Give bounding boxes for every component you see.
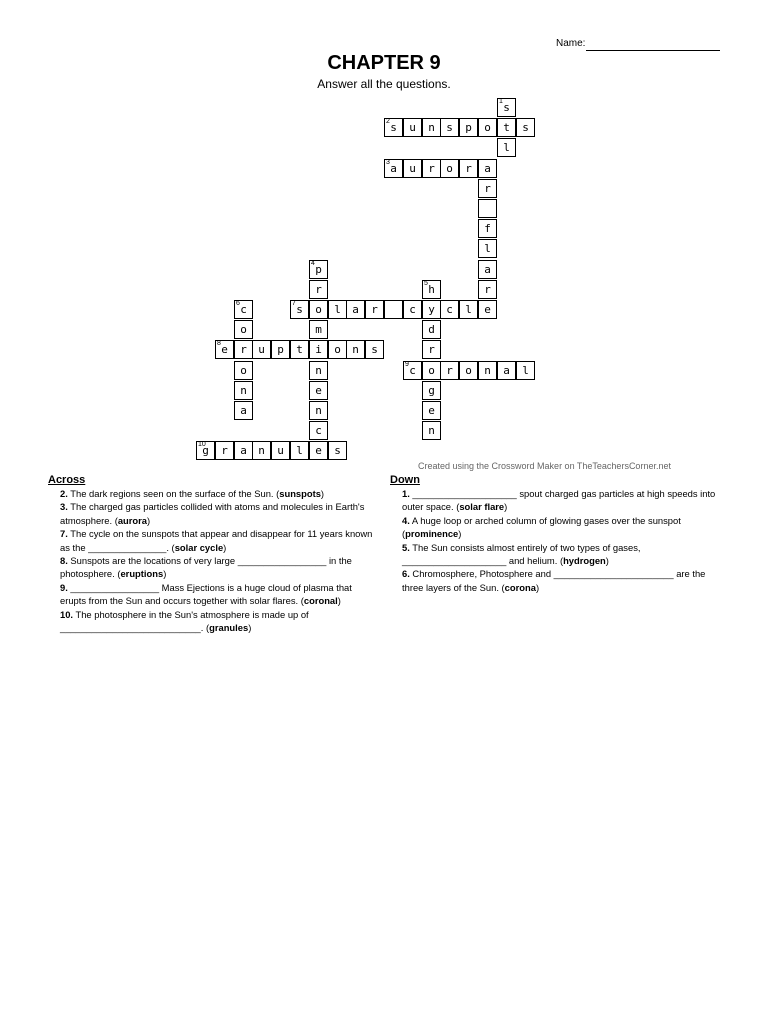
crossword-cell[interactable]: [478, 361, 497, 380]
crossword-cell[interactable]: [478, 280, 497, 299]
crossword-cell[interactable]: [440, 118, 459, 137]
crossword-cell[interactable]: [459, 118, 478, 137]
across-clue: [60, 554, 378, 581]
cell-letter: g: [428, 384, 435, 397]
crossword-cell[interactable]: [497, 118, 516, 137]
crossword-cell[interactable]: [422, 320, 441, 339]
name-label: Name:: [556, 38, 586, 49]
cell-letter: r: [428, 162, 435, 175]
clue-answer: granules: [209, 622, 249, 634]
cell-letter: a: [352, 303, 359, 316]
crossword-cell[interactable]: [497, 98, 516, 117]
cell-letter: e: [484, 303, 491, 316]
clue-close: ): [458, 528, 462, 540]
cell-letter: n: [258, 444, 265, 457]
crossword-cell[interactable]: [290, 300, 309, 319]
cell-letter: [385, 301, 402, 318]
cell-letter: c: [409, 303, 416, 316]
crossword-cell[interactable]: [440, 361, 459, 380]
clue-answer: hydrogen: [563, 555, 606, 567]
crossword-cell[interactable]: [422, 118, 441, 137]
clue-close: ): [605, 555, 609, 567]
cell-letter: o: [465, 364, 472, 377]
crossword-cell[interactable]: [309, 320, 328, 339]
cell-letter: n: [428, 121, 435, 134]
crossword-cell[interactable]: [384, 118, 403, 137]
cell-letter: p: [465, 121, 472, 134]
crossword-cell[interactable]: [309, 381, 328, 400]
cell-letter: o: [428, 364, 435, 377]
crossword-cell[interactable]: [516, 118, 535, 137]
cell-letter: u: [409, 121, 416, 134]
crossword-cell[interactable]: [271, 441, 290, 460]
cell-letter: n: [315, 404, 322, 417]
cell-letter: t: [503, 121, 510, 134]
cell-letter: s: [334, 444, 341, 457]
crossword-grid: [0, 0, 768, 470]
page-subtitle: Answer all the questions.: [317, 77, 451, 91]
cell-letter: a: [484, 263, 491, 276]
across-clue: [60, 527, 378, 554]
cell-letter: n: [315, 364, 322, 377]
cell-letter: u: [258, 343, 265, 356]
crossword-cell[interactable]: [459, 361, 478, 380]
cell-letter: t: [296, 343, 303, 356]
down-heading: Down: [390, 474, 420, 486]
clue-number: 9.: [60, 581, 68, 593]
clue-text: The Sun consists almost entirely of two types of gases, ____________________ and helium. (: [402, 541, 641, 567]
clue-number: 4: [311, 260, 315, 267]
clue-number: 4.: [402, 514, 410, 526]
cell-letter: f: [484, 222, 491, 235]
crossword-cell[interactable]: [234, 381, 253, 400]
crossword-cell[interactable]: [309, 421, 328, 440]
clue-answer: aurora: [117, 514, 148, 526]
crossword-cell[interactable]: [403, 159, 422, 178]
clue-number: 6.: [402, 568, 410, 580]
crossword-cell[interactable]: [328, 340, 347, 359]
crossword-cell[interactable]: [346, 300, 365, 319]
crossword-cell[interactable]: [252, 441, 271, 460]
clue-text: The photosphere in the Sun's atmosphere is made up of ___________________________. (: [60, 608, 309, 634]
clue-close: ): [248, 622, 252, 634]
crossword-cell[interactable]: [234, 340, 253, 359]
cell-letter: s: [522, 121, 529, 134]
clue-close: ): [337, 595, 341, 607]
clue-number: 9: [405, 361, 409, 368]
crossword-cell[interactable]: [478, 219, 497, 238]
crossword-cell[interactable]: [309, 401, 328, 420]
crossword-cell[interactable]: [365, 340, 384, 359]
down-clue: [402, 541, 720, 568]
clue-answer: eruptions: [120, 568, 164, 580]
crossword-cell[interactable]: [234, 300, 253, 319]
cell-letter: r: [465, 162, 472, 175]
clue-number: 10: [198, 441, 206, 448]
clue-number: 3: [386, 159, 390, 166]
clue-close: ): [163, 568, 167, 580]
down-clue: [402, 487, 720, 514]
crossword-cell[interactable]: [422, 421, 441, 440]
cell-letter: a: [503, 364, 510, 377]
clue-text: Chromosphere, Photosphere and _______________________ are the three layers of the Sun. (: [402, 568, 706, 593]
crossword-cell[interactable]: [328, 300, 347, 319]
cell-letter: n: [240, 384, 247, 397]
crossword-cell[interactable]: [422, 159, 441, 178]
clue-number: 8: [217, 340, 221, 347]
crossword-cell[interactable]: [478, 159, 497, 178]
crossword-cell[interactable]: [309, 260, 328, 279]
down-clue: [402, 567, 720, 594]
across-heading: Across: [48, 474, 86, 486]
cell-letter: n: [428, 424, 435, 437]
crossword-cell[interactable]: [346, 340, 365, 359]
cell-letter: a: [240, 404, 247, 417]
clue-close: ): [504, 501, 508, 513]
across-clue: [60, 608, 378, 635]
clue-number: 8.: [60, 555, 68, 567]
cell-letter: o: [240, 364, 247, 377]
cell-letter: r: [315, 283, 322, 296]
clue-answer: prominence: [405, 528, 459, 540]
crossword-cell[interactable]: [478, 239, 497, 258]
crossword-cell[interactable]: [215, 441, 234, 460]
clue-number: 5: [424, 280, 428, 287]
crossword-cell[interactable]: [516, 361, 535, 380]
crossword-cell[interactable]: [440, 300, 459, 319]
crossword-cell[interactable]: [422, 280, 441, 299]
crossword-cell[interactable]: [497, 361, 516, 380]
crossword-cell[interactable]: [478, 199, 497, 218]
cell-letter: c: [240, 303, 247, 316]
cell-letter: e: [315, 444, 322, 457]
clue-close: ): [223, 541, 227, 553]
crossword-cell[interactable]: [290, 441, 309, 460]
clue-answer: solar flare: [459, 501, 505, 513]
cell-letter: y: [428, 303, 435, 316]
crossword-cell[interactable]: [384, 300, 403, 319]
cell-letter: g: [202, 444, 209, 457]
crossword-cell[interactable]: [290, 340, 309, 359]
crossword-cell[interactable]: [478, 118, 497, 137]
cell-letter: o: [446, 162, 453, 175]
cell-letter: l: [465, 303, 472, 316]
clue-answer: corona: [504, 581, 536, 593]
clue-text: The cycle on the sunspots that appear and disappear for 11 years known as the _______________. (: [60, 528, 373, 553]
crossword-cell[interactable]: [478, 179, 497, 198]
clue-text: Sunspots are the locations of very large _________________ in the photosphere. (: [60, 555, 352, 580]
crossword-cell[interactable]: [271, 340, 290, 359]
cell-letter: c: [446, 303, 453, 316]
cell-letter: s: [296, 303, 303, 316]
crossword-cell[interactable]: [478, 300, 497, 319]
crossword-cell[interactable]: [234, 361, 253, 380]
crossword-cell[interactable]: [403, 300, 422, 319]
cell-letter: i: [315, 343, 322, 356]
cell-letter: o: [484, 121, 491, 134]
clue-text: The dark regions seen on the surface of the Sun. (: [67, 488, 280, 499]
cell-letter: c: [315, 424, 322, 437]
clue-answer: solar cycle: [174, 541, 224, 553]
crossword-cell[interactable]: [422, 300, 441, 319]
crossword-cell[interactable]: [309, 280, 328, 299]
crossword-cell[interactable]: [365, 300, 384, 319]
down-clues: [390, 473, 720, 594]
clue-number: 1.: [402, 488, 410, 499]
cell-letter: h: [428, 283, 435, 296]
clue-number: 1: [499, 98, 503, 105]
clue-number: 7.: [60, 528, 68, 540]
clue-number: 3.: [60, 501, 68, 513]
cell-letter: s: [503, 101, 510, 114]
clue-close: ): [320, 488, 325, 499]
clue-text: A huge loop or arched column of glowing gases over the sunspot (: [402, 514, 681, 540]
clue-text: The charged gas particles collided with atoms and molecules in Earth's atmosphere. (: [60, 501, 365, 526]
cell-letter: s: [446, 121, 453, 134]
clue-number: 5.: [402, 541, 410, 553]
clue-answer: sunspots: [279, 488, 321, 499]
crossword-cell[interactable]: [422, 361, 441, 380]
crossword-cell[interactable]: [459, 159, 478, 178]
clue-close: ): [535, 581, 540, 593]
cell-letter: r: [484, 283, 491, 296]
cell-letter: a: [390, 162, 397, 175]
crossword-cell[interactable]: [234, 401, 253, 420]
clue-close: ): [147, 514, 151, 526]
crossword-cell[interactable]: [422, 381, 441, 400]
cell-letter: l: [484, 242, 491, 255]
clue-number: 2.: [60, 488, 68, 499]
crossword-cell[interactable]: [234, 320, 253, 339]
crossword-cell[interactable]: [497, 138, 516, 157]
cell-letter: o: [334, 343, 341, 356]
cell-letter: u: [277, 444, 284, 457]
crossword-cell[interactable]: [384, 159, 403, 178]
cell-letter: s: [390, 121, 397, 134]
cell-letter: m: [315, 323, 322, 336]
clue-text: ____________________ spout charged gas particles at high speeds into outer space. (: [402, 488, 716, 513]
cell-letter: l: [503, 141, 510, 154]
across-clue: [60, 487, 378, 500]
cell-letter: [479, 200, 496, 217]
clue-text: _________________ Mass Ejections is a huge cloud of plasma that erupts from the Sun and occurs together with solar flares. (: [60, 581, 352, 607]
crossword-cell[interactable]: [422, 340, 441, 359]
cell-letter: r: [371, 303, 378, 316]
crossword-cell[interactable]: [403, 361, 422, 380]
crossword-cell[interactable]: [422, 401, 441, 420]
crossword-cell[interactable]: [478, 260, 497, 279]
cell-letter: c: [409, 364, 416, 377]
crossword-cell[interactable]: [440, 159, 459, 178]
crossword-cell[interactable]: [252, 340, 271, 359]
down-clue: [402, 514, 720, 541]
cell-letter: r: [240, 343, 247, 356]
clue-number: 6: [236, 300, 240, 307]
crossword-cell[interactable]: [309, 340, 328, 359]
crossword-cell[interactable]: [309, 361, 328, 380]
crossword-cell[interactable]: [234, 441, 253, 460]
clue-number: 7: [292, 300, 296, 307]
cell-letter: l: [334, 303, 341, 316]
cell-letter: e: [221, 343, 228, 356]
cell-letter: d: [428, 323, 435, 336]
cell-letter: n: [352, 343, 359, 356]
cell-letter: a: [240, 444, 247, 457]
cell-letter: o: [240, 323, 247, 336]
crossword-cell[interactable]: [309, 441, 328, 460]
clue-answer: coronal: [303, 595, 338, 607]
crossword-cell[interactable]: [215, 340, 234, 359]
cell-letter: r: [484, 182, 491, 195]
cell-letter: e: [428, 404, 435, 417]
cell-letter: r: [221, 444, 228, 457]
cell-letter: r: [446, 364, 453, 377]
cell-letter: p: [315, 263, 322, 276]
clue-number: 10.: [60, 608, 74, 620]
clue-number: 2: [386, 118, 390, 125]
across-clue-list: [48, 487, 378, 634]
across-clue: [60, 500, 378, 527]
cell-letter: p: [277, 343, 284, 356]
cell-letter: s: [371, 343, 378, 356]
cell-letter: o: [315, 303, 322, 316]
crossword-cell[interactable]: [328, 441, 347, 460]
down-clue-list: [390, 487, 720, 594]
credit-line: Created using the Crossword Maker on TheTeachersCorner.net: [418, 461, 671, 471]
crossword-cell[interactable]: [403, 118, 422, 137]
crossword-cell[interactable]: [196, 441, 215, 460]
across-clue: [60, 581, 378, 608]
crossword-cell[interactable]: [459, 300, 478, 319]
page-title: CHAPTER 9: [327, 52, 441, 74]
across-clues: [48, 473, 378, 634]
cell-letter: l: [296, 444, 303, 457]
cell-letter: r: [428, 343, 435, 356]
cell-letter: l: [522, 364, 529, 377]
cell-letter: n: [484, 364, 491, 377]
cell-letter: e: [315, 384, 322, 397]
cell-letter: u: [409, 162, 416, 175]
cell-letter: a: [484, 162, 491, 175]
crossword-cell[interactable]: [309, 300, 328, 319]
